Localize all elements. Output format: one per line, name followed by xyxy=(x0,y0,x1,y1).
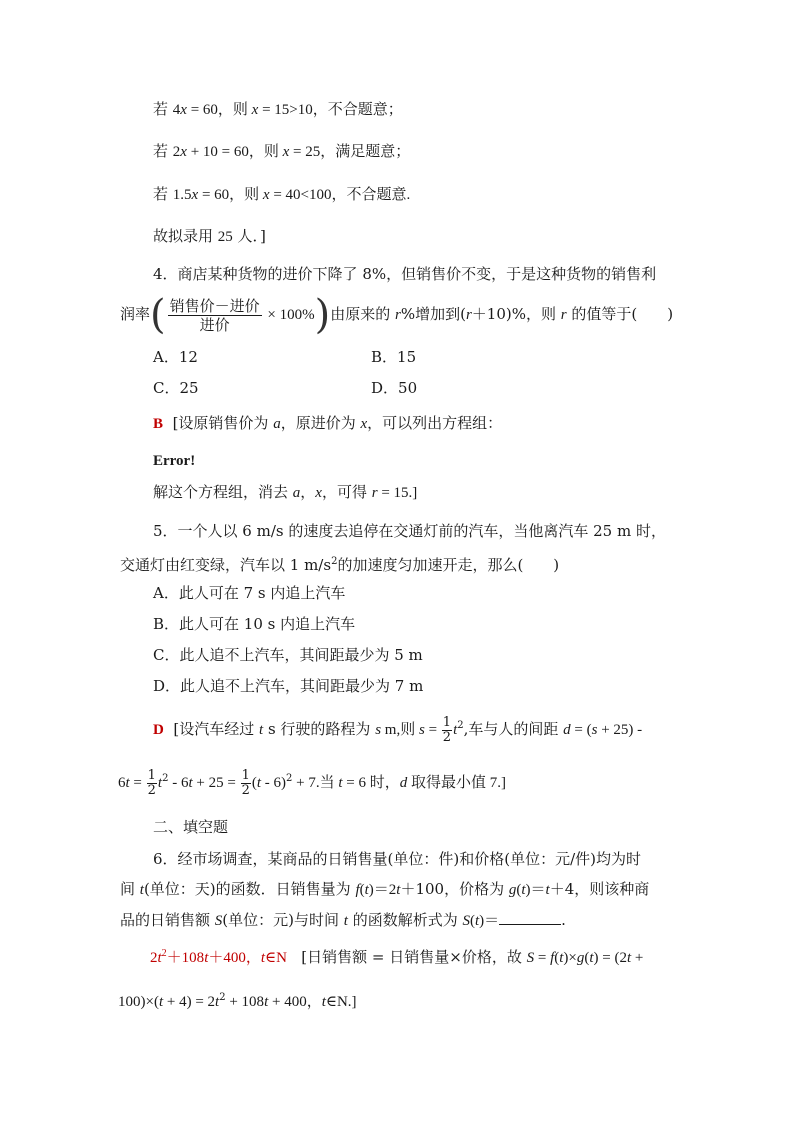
var: t xyxy=(338,775,343,791)
var: t xyxy=(559,950,564,966)
text: 由原来的 xyxy=(330,305,395,323)
q6-answer xyxy=(150,950,287,966)
fraction-numerator: 销售价－进价 xyxy=(169,296,260,315)
answer-letter: D xyxy=(153,722,164,738)
var: r xyxy=(395,307,401,323)
q6-stem-line-2 xyxy=(120,879,649,900)
q4-option-c: C．25 xyxy=(153,379,199,397)
half-fraction xyxy=(241,769,251,798)
var: x xyxy=(360,416,368,432)
case-line-3 xyxy=(153,184,410,205)
text: ( xyxy=(469,913,475,929)
text: + 10 = 60，则 xyxy=(186,144,283,160)
text: ) = (2 xyxy=(593,950,627,966)
text: )× xyxy=(563,950,577,966)
var: x xyxy=(180,102,187,118)
text: [设原销售价为 xyxy=(172,414,274,432)
text: ，可得 xyxy=(321,483,372,501)
error-placeholder: Error! xyxy=(153,453,196,469)
text: 若 xyxy=(153,100,173,118)
var: x xyxy=(180,144,187,160)
answer-letter: B xyxy=(153,416,164,432)
var: r xyxy=(465,307,472,323)
text: = 15.] xyxy=(377,485,418,501)
text: ( xyxy=(554,950,560,966)
q5-option-c: C．此人追不上汽车，其间距最少为 5 m xyxy=(153,646,423,664)
var: f xyxy=(550,950,555,966)
right-paren: ) xyxy=(314,292,331,338)
text: 人．] xyxy=(232,227,266,245)
var: s xyxy=(418,722,425,738)
var: t xyxy=(204,950,209,966)
text: . xyxy=(561,911,566,929)
var: t xyxy=(396,882,401,898)
text: (单位：天)的函数．日销售量为 xyxy=(143,880,356,898)
q4-stem-line-1: 4．商店某种货物的进价下降了 8%，但销售价不变，于是这种货物的销售利 xyxy=(153,265,657,283)
text: )＝ xyxy=(479,913,500,929)
text: 品的日销售额 xyxy=(120,911,215,929)
text: )＝2 xyxy=(368,882,397,898)
var: a xyxy=(273,416,281,432)
q6-explanation-line-2 xyxy=(118,988,357,1012)
text: = xyxy=(534,950,551,966)
text: = xyxy=(129,775,146,791)
q4-explanation-line-2 xyxy=(153,482,417,503)
text: %增加到( xyxy=(400,305,466,323)
var: t xyxy=(321,994,326,1010)
text: ， xyxy=(300,483,316,501)
q4-option-a: A．12 xyxy=(153,348,198,366)
var: x xyxy=(282,144,290,160)
text: ∈N xyxy=(265,950,287,966)
superscript: 2 xyxy=(457,720,464,731)
text: - 6 xyxy=(168,775,189,791)
q5-option-b: B．此人可在 10 s 内追上汽车 xyxy=(153,615,356,633)
q4-answer-line xyxy=(153,413,502,434)
var: t xyxy=(215,994,220,1010)
var: r xyxy=(371,485,378,501)
q5-answer-line xyxy=(153,708,642,748)
text: = 60，则 xyxy=(198,187,263,203)
var: s xyxy=(375,722,382,738)
var: x xyxy=(315,485,322,501)
text: 的加速度匀加速开走，那么( ) xyxy=(337,556,560,574)
var: t xyxy=(453,722,458,738)
text: 100)×( xyxy=(118,994,159,1010)
text: + 400， xyxy=(268,994,322,1010)
fraction-denominator: 2 xyxy=(442,729,452,745)
text: 的值等于( ) xyxy=(566,305,674,323)
text: 取得最小值 7.] xyxy=(407,775,506,791)
q5-option-d: D．此人追不上汽车，其间距最少为 7 m xyxy=(153,677,424,695)
q6-answer-line xyxy=(150,944,643,968)
var: t xyxy=(158,994,164,1010)
text: = 15>10，不合题意； xyxy=(258,102,403,118)
var: t xyxy=(627,950,632,966)
q5-option-a: A．此人可在 7 s 内追上汽车 xyxy=(153,584,346,602)
text: = 60，则 xyxy=(186,102,252,118)
text: ( xyxy=(359,882,365,898)
text: 间 xyxy=(120,880,140,898)
fraction-numerator: 1 xyxy=(147,767,156,783)
var: s xyxy=(591,722,598,738)
var: t xyxy=(343,913,348,929)
var: S xyxy=(526,950,535,966)
math: 2 xyxy=(172,144,181,160)
text: = xyxy=(424,722,441,738)
text: ( xyxy=(516,882,522,898)
text: ,车与人的间距 xyxy=(463,720,564,738)
answer-blank xyxy=(499,910,561,925)
text: ＋4，则该种商 xyxy=(549,880,650,898)
var: t xyxy=(264,994,269,1010)
var: t xyxy=(157,775,163,791)
q5-explanation-line-2 xyxy=(118,761,506,801)
text: ＋100，价格为 xyxy=(400,880,509,898)
case-line-2 xyxy=(153,141,410,162)
left-paren: ( xyxy=(150,292,166,338)
superscript: 2 xyxy=(162,773,169,784)
text: ，原进价为 xyxy=(280,414,361,432)
var: t xyxy=(256,775,262,791)
text: 6 xyxy=(118,775,126,791)
text: ＋108 xyxy=(166,950,205,966)
q6-stem-line-1: 6．经市场调查，某商品的日销售量(单位：件)和价格(单位：元/件)均为时 xyxy=(153,850,642,868)
text: m,则 xyxy=(381,722,419,738)
text: ＋400， xyxy=(208,950,261,966)
fraction-numerator: 1 xyxy=(442,714,452,730)
var: x xyxy=(262,187,270,203)
text: 润率 xyxy=(120,305,151,323)
text: (单位：元)与时间 xyxy=(222,911,344,929)
superscript: 2 xyxy=(219,992,226,1003)
var: t xyxy=(545,882,550,898)
text: = 25，满足题意； xyxy=(289,144,411,160)
var: a xyxy=(292,485,301,501)
text: [日销售额 = 日销售量×价格，故 xyxy=(301,948,527,966)
superscript: 2 xyxy=(286,773,293,784)
var: t xyxy=(521,882,526,898)
text: 若 xyxy=(153,142,173,160)
q4-option-d: D．50 xyxy=(371,379,418,397)
var: x xyxy=(251,102,259,118)
var: x xyxy=(191,187,199,203)
text: ＋10)%，则 xyxy=(471,305,561,323)
var: t xyxy=(188,775,193,791)
text: + 25 = xyxy=(192,775,240,791)
profit-fraction xyxy=(168,297,262,334)
var: S xyxy=(214,913,223,929)
superscript: 2 xyxy=(161,948,167,959)
text: s 行驶的路程为 xyxy=(263,720,376,738)
section-title: 二、填空题 xyxy=(153,818,229,836)
q4-stem-line-2 xyxy=(120,292,673,337)
var: t xyxy=(139,882,144,898)
var: g xyxy=(576,950,585,966)
var: t xyxy=(157,950,162,966)
text: + xyxy=(631,950,644,966)
text: × 100% xyxy=(263,307,315,323)
text: + 25) - xyxy=(597,722,643,738)
text: ，可以列出方程组： xyxy=(367,414,503,432)
fraction-denominator: 2 xyxy=(241,782,250,798)
fraction-denominator: 2 xyxy=(147,782,156,798)
var: t xyxy=(474,913,480,929)
text: ( xyxy=(251,775,257,791)
text: )＝ xyxy=(525,882,546,898)
q5-stem-line-2 xyxy=(120,552,559,575)
text: 解这个方程组，消去 xyxy=(153,483,293,501)
fraction-denominator: 进价 xyxy=(199,315,230,334)
q4-option-b: B．15 xyxy=(371,348,417,366)
text: ∈N.] xyxy=(325,994,357,1010)
q6-stem-line-3 xyxy=(120,910,566,931)
var: S xyxy=(462,913,470,929)
text: 2 xyxy=(150,950,158,966)
var: t xyxy=(589,950,594,966)
text: 若 xyxy=(153,185,173,203)
text: 的函数解析式为 xyxy=(347,911,463,929)
superscript: 2 xyxy=(331,556,338,567)
var: r xyxy=(560,307,567,323)
text: = 6 时， xyxy=(342,775,400,791)
case-line-1 xyxy=(153,99,403,120)
half-fraction xyxy=(442,716,452,745)
text: ( xyxy=(584,950,590,966)
q5-stem-line-1: 5．一个人以 6 m/s 的速度去追停在交通灯前的汽车，当他离汽车 25 m 时， xyxy=(153,522,666,540)
var: t xyxy=(259,722,264,738)
text: [设汽车经过 xyxy=(173,720,260,738)
var: t xyxy=(260,950,266,966)
text: 故拟录用 xyxy=(153,227,218,245)
fraction-numerator: 1 xyxy=(241,767,250,783)
math: 4 xyxy=(172,102,181,118)
text: + 4) = 2 xyxy=(163,994,216,1010)
var: d xyxy=(399,775,408,791)
math: 25 xyxy=(217,229,233,245)
half-fraction xyxy=(147,769,157,798)
conclusion-line xyxy=(153,226,266,247)
var: t xyxy=(364,882,369,898)
math: 1.5 xyxy=(172,187,192,203)
text: - 6) xyxy=(261,775,287,791)
text: + 7.当 xyxy=(292,775,339,791)
var: f xyxy=(355,882,360,898)
var: g xyxy=(508,882,517,898)
text: + 108 xyxy=(225,994,265,1010)
text: = 40<100，不合题意. xyxy=(269,187,411,203)
text: 交通灯由红变绿，汽车以 1 m/s xyxy=(120,556,332,574)
var: t xyxy=(125,775,130,791)
var: d xyxy=(563,722,571,738)
text: = ( xyxy=(570,722,592,738)
